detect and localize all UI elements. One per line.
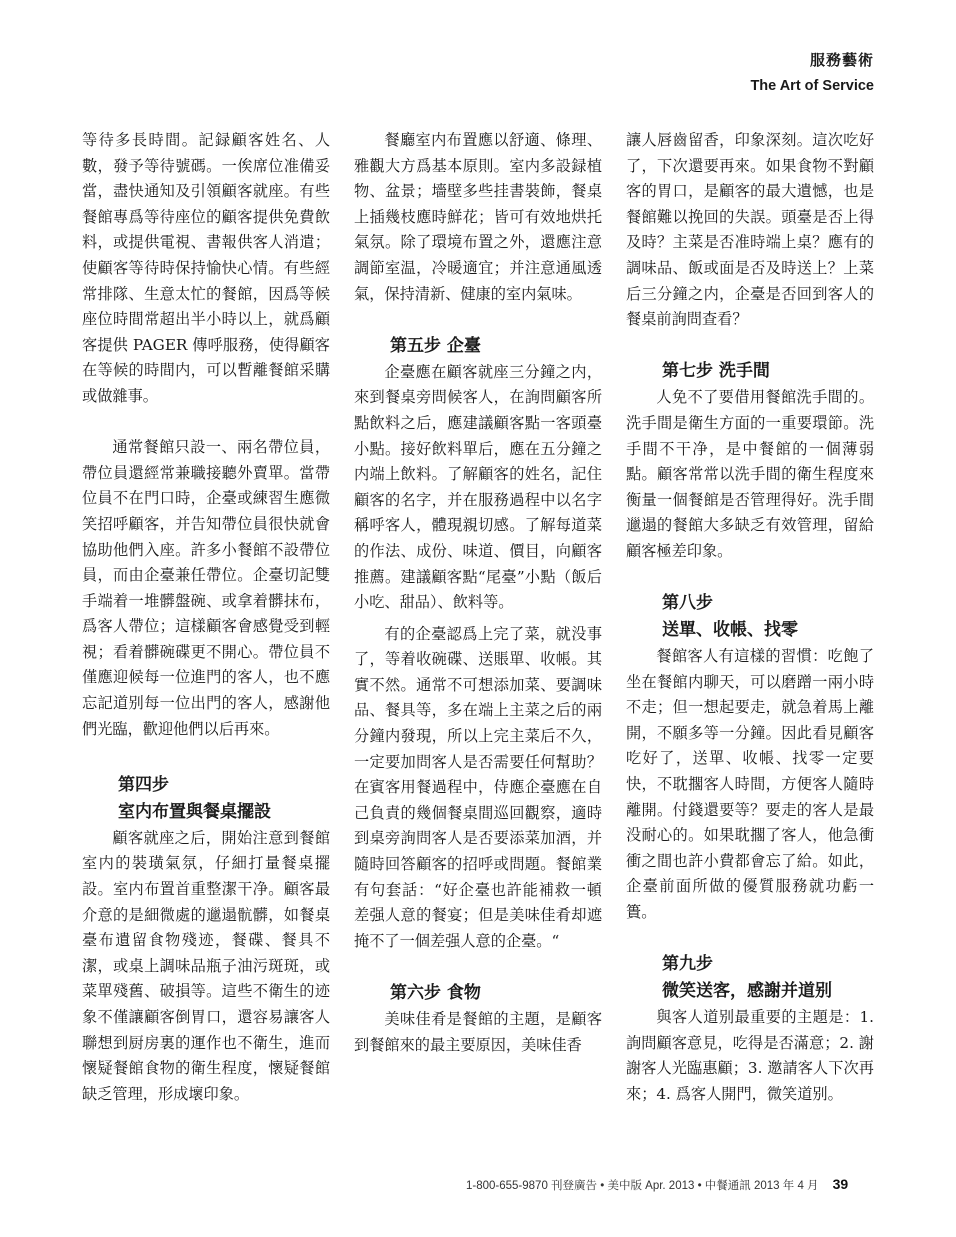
- article-column-2: [354, 128, 602, 1058]
- step-4-heading: 第四步: [118, 774, 169, 795]
- page-number: 39: [832, 1176, 849, 1192]
- paragraph: 通常餐館只設一、兩名帶位員，帶位員還經常兼職接聽外賣單。當帶位員不在門口時，企臺或練習生應微笑招呼顧客，并告知帶位員很快就會協助他們入座。許多小餐館不設帶位員，而由企臺兼任帶位。企臺切記雙手端着一堆髒盤碗、或拿着髒抹布，爲客人帶位；這樣顧客會感覺受到輕視；看着髒碗碟更不開心。帶位員不僅應迎候每一位進門的客人，也不應忘記道别每一位出門的客人，感謝他們光臨，歡迎他們以后再來。: [82, 438, 330, 738]
- paragraph: 餐館客人有這樣的習慣：吃飽了坐在餐館内聊天，可以磨蹭一兩小時不走；但一想起要走，就急着馬上離開，不願多等一分鐘。因此看見顧客吃好了，送單、收帳、找零一定要快，不耽擱客人時間，方便客人隨時離開。付錢還要等？要走的客人是最没耐心的。如果耽擱了客人，他急衝衝之間也許小費都會忘了給。如此，企臺前面所做的優質服務就功虧一簣。: [626, 647, 874, 922]
- page-footer: [466, 1176, 848, 1193]
- paragraph: 人免不了要借用餐館洗手間的。洗手間是衛生方面的一重要環節。洗手間不干净，是中餐館的一個薄弱點。顧客常常以洗手間的衛生程度來衡量一個餐館是否管理得好。洗手間邋遢的餐館大多缺乏有效管理，留給顧客極差印象。: [626, 388, 874, 560]
- step-7-heading: 第七步 洗手間: [662, 361, 770, 382]
- step-5-heading: 第五步 企臺: [390, 335, 481, 356]
- section-title-en: The Art of Service: [750, 78, 874, 94]
- footer-text: 1-800-655-9870 刊登廣告 • 美中版 Apr. 2013 • 中餐通訊 2013 年 4 月: [466, 1180, 819, 1192]
- step-9-heading: 第九步: [662, 954, 713, 975]
- paragraph: 餐廳室内布置應以舒適、條理、雅觀大方爲基本原則。室内多設録植物、盆景；墻壁多些挂書裝飾，餐桌上插幾枝應時鮮花；皆可有效地烘托氣氛。除了環境布置之外，還應注意調節室温，冷暖適宜；并注意通風透氣，保持清新、健康的室内氣味。: [354, 131, 602, 303]
- paragraph: 美味佳肴是餐館的主題，是顧客到餐館來的最主要原因，美味佳香: [354, 1010, 602, 1054]
- step-4-title: 室内布置與餐桌擺設: [118, 801, 271, 822]
- article-column-1: [82, 128, 330, 1107]
- paragraph: 與客人道别最重要的主題是：1. 詢問顧客意見，吃得是否滿意；2. 謝謝客人光臨惠顧；3. 邀請客人下次再來；4. 爲客人開門，微笑道别。: [626, 1008, 874, 1103]
- paragraph: 顧客就座之后，開始注意到餐館室内的裝璜氣氛，仔細打量餐桌擺設。室内布置首重整潔干净。顧客最介意的是細微處的邋遢骯髒，如餐桌臺布遺留食物殘迹，餐碟、餐具不潔，或桌上調味品瓶子油污斑斑，或菜單殘舊、破損等。這些不衛生的迹象不僅讓顧客倒胃口，還容易讓客人聯想到厨房裏的運作也不衛生，進而懷疑餐館食物的衛生程度，懷疑餐館缺乏管理，形成壞印象。: [82, 828, 330, 1103]
- paragraph: 讓人唇齒留香，印象深刻。這次吃好了，下次還要再來。如果食物不對顧客的胃口，是顧客的最大遺憾，也是餐館難以挽回的失誤。頭臺是否上得及時？主菜是否准時端上桌？應有的調味品、飯或面是否及時送上？上菜后三分鐘之内，企臺是否回到客人的餐桌前詢問查看？: [626, 131, 874, 329]
- paragraph: 有的企臺認爲上完了菜，就没事了，等着收碗碟、送賬單、收帳。其實不然。通常不可想添加菜、要調味品、餐具等，多在端上主菜之后的兩分鐘内發現，所以上完主菜后不久，一定要加問客人是否需要任何幫助？在賓客用餐過程中，侍應企臺應在自己負責的幾個餐桌間巡回觀察，適時到桌旁詢問客人是否要添菜加酒，并隨時回答顧客的招呼或問題。餐館業有句套話：“好企臺也許能補救一頓差强人意的餐宴；但是美味佳肴却遮掩不了一個差强人意的企臺。“: [354, 624, 602, 950]
- paragraph: 等待多長時間。記録顧客姓名、人數，發予等待號碼。一俟席位准備妥當，盡快通知及引領顧客就座。有些餐館專爲等待座位的顧客提供免費飲料，或提供電視、書報供客人消遣；使顧客等待時保持愉快心情。有些經常排隊、生意太忙的餐館，因爲等候座位時間常超出半小時以上，就爲顧客提供 PAGER 傳呼服務，使得顧客在等候的時間内，可以暫離餐館采購或做雜事。: [82, 131, 330, 405]
- page-header: [750, 50, 874, 96]
- step-8-title: 送單、收帳、找零: [662, 620, 798, 641]
- section-title-zh: 服務藝術: [809, 51, 874, 69]
- article-column-3: [626, 128, 874, 1108]
- step-9-title: 微笑送客，感謝并道别: [662, 981, 832, 1002]
- step-8-heading: 第八步: [662, 593, 713, 614]
- paragraph: 企臺應在顧客就座三分鐘之内，來到餐桌旁問候客人，在詢問顧客所點飲料之后，應建議顧客點一客頭臺小點。接好飲料單后，應在五分鐘之内端上飲料。了解顧客的姓名，記住顧客的名字，并在服務過程中以名字稱呼客人，體現親切感。了解每道菜的作法、成份、味道、價目，向顧客推薦。建議顧客點“尾臺”小點（飯后小吃、甜品）、飲料等。: [354, 362, 602, 612]
- step-6-heading: 第六步 食物: [390, 983, 481, 1003]
